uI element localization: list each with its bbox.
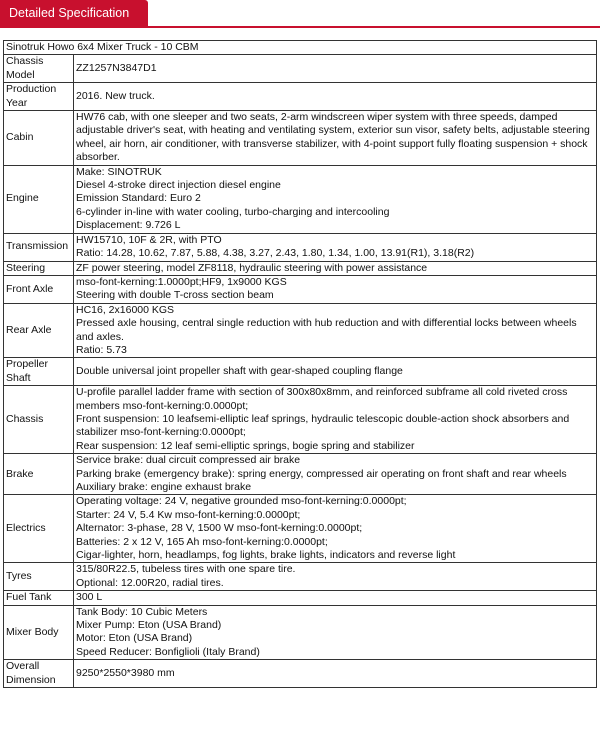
spec-value-line: 300 L — [76, 591, 103, 604]
spec-value-line: Rear suspension: 12 leaf semi-elliptic springs, bogie spring and stabilizer — [76, 439, 415, 452]
spec-value — [74, 454, 597, 495]
spec-value-line: 9250*2550*3980 mm — [76, 666, 175, 679]
spec-value — [74, 660, 597, 688]
spec-value-line: U-profile parallel ladder frame with section of 300x80x8mm, and reinforced subframe all cold riveted cross members mso-font-kerning:0.0000pt; — [76, 386, 568, 412]
spec-value-line: Parking brake (emergency brake): spring energy, compressed air operating on front shaft and rear wheels — [76, 467, 567, 480]
spec-value — [74, 563, 597, 591]
spec-value-line: Optional: 12.00R20, radial tires. — [76, 576, 224, 589]
table-row — [4, 454, 597, 495]
spec-value — [74, 303, 597, 358]
spec-label: Brake — [4, 454, 74, 495]
table-row — [4, 660, 597, 688]
table-row — [4, 358, 597, 386]
spec-label: Chassis — [4, 386, 74, 454]
spec-value-line: Ratio: 14.28, 10.62, 7.87, 5.88, 4.38, 3.27, 2.43, 1.80, 1.34, 1.00, 13.91(R1), 3.18(R2) — [76, 247, 475, 260]
spec-value-line: HW76 cab, with one sleeper and two seats, 2-arm windscreen wiper system with three speeds, damped adjustable driver's seat, with heating and ventilating system, exterior sun visor, safety belts, adjustable steering wheel, air horn, air conditioner, with transverse stabilizer, with 4-point support fully floating suspension + shock absorber. — [76, 111, 590, 164]
spec-value — [74, 55, 597, 83]
spec-value-line: Displacement: 9.726 L — [76, 219, 181, 232]
spec-value-line: Tank Body: 10 Cubic Meters — [76, 605, 208, 618]
spec-value-line: 6-cylinder in-line with water cooling, turbo-charging and intercooling — [76, 205, 390, 218]
spec-value-line: mso-font-kerning:1.0000pt;HF9, 1x9000 KGS — [76, 275, 287, 288]
spec-value-line: Ratio: 5.73 — [76, 343, 127, 356]
spec-label: Transmission — [4, 233, 74, 261]
spec-label: Front Axle — [4, 275, 74, 303]
spec-value — [74, 495, 597, 563]
spec-label: Engine — [4, 165, 74, 233]
table-row — [4, 233, 597, 261]
spec-label: Tyres — [4, 563, 74, 591]
spec-label: Steering — [4, 261, 74, 275]
spec-label: Rear Axle — [4, 303, 74, 358]
spec-value-line: Service brake: dual circuit compressed air brake — [76, 454, 301, 467]
spec-value — [74, 358, 597, 386]
spec-value-line: Make: SINOTRUK — [76, 165, 162, 178]
spec-label: Mixer Body — [4, 605, 74, 660]
spec-value-line: Motor: Eton (USA Brand) — [76, 632, 193, 645]
spec-value-line: Cigar-lighter, horn, headlamps, fog lights, brake lights, indicators and reverse light — [76, 549, 456, 562]
spec-value-line: Double universal joint propeller shaft with gear-shaped coupling flange — [76, 365, 403, 378]
spec-value — [74, 386, 597, 454]
spec-value-line: Alternator: 3-phase, 28 V, 1500 W mso-font-kerning:0.0000pt; — [76, 522, 363, 535]
table-row — [4, 605, 597, 660]
spec-label: Cabin — [4, 111, 74, 166]
spec-value — [74, 591, 597, 605]
spec-title-row — [4, 41, 597, 55]
spec-value-line: HC16, 2x16000 KGS — [76, 303, 175, 316]
spec-title: Sinotruk Howo 6x4 Mixer Truck - 10 CBM — [4, 41, 597, 55]
spec-value-line: Operating voltage: 24 V, negative grounded mso-font-kerning:0.0000pt; — [76, 495, 407, 508]
spec-table — [3, 40, 597, 688]
spec-label: Propeller Shaft — [4, 358, 74, 386]
table-row — [4, 55, 597, 83]
spec-value-line: Mixer Pump: Eton (USA Brand) — [76, 619, 222, 632]
table-row — [4, 111, 597, 166]
spec-value-line: Diesel 4-stroke direct injection diesel engine — [76, 179, 281, 192]
spec-value-line: Steering with double T-cross section beam — [76, 289, 274, 302]
spec-value-line: ZZ1257N3847D1 — [76, 62, 157, 75]
spec-value — [74, 275, 597, 303]
spec-value — [74, 83, 597, 111]
tab-bar — [0, 0, 600, 28]
table-row — [4, 303, 597, 358]
spec-value-line: Front suspension: 10 leafsemi-elliptic leaf springs, hydraulic telescopic double-action shock absorbers and stabilizer mso-font-kerning:0.0000pt; — [76, 412, 570, 439]
spec-label: Chassis Model — [4, 55, 74, 83]
spec-value-line: Starter: 24 V, 5.4 Kw mso-font-kerning:0.0000pt; — [76, 508, 301, 521]
spec-value — [74, 261, 597, 275]
spec-label: Overall Dimension — [4, 660, 74, 688]
table-row — [4, 83, 597, 111]
spec-value-line: Pressed axle housing, central single reduction with hub reduction and with differential locks between wheels and axles. — [76, 317, 577, 343]
table-row — [4, 261, 597, 275]
table-row — [4, 275, 597, 303]
spec-label: Fuel Tank — [4, 591, 74, 605]
spec-value-line: Emission Standard: Euro 2 — [76, 192, 201, 205]
spec-value — [74, 165, 597, 233]
spec-value — [74, 111, 597, 166]
spec-value-line: Batteries: 2 x 12 V, 165 Ah mso-font-kerning:0.0000pt; — [76, 535, 328, 548]
spec-value-line: 2016. New truck. — [76, 89, 155, 102]
spec-table-body — [4, 41, 597, 688]
spec-value-line: HW15710, 10F & 2R, with PTO — [76, 233, 222, 246]
spec-value-line: 315/80R22.5, tubeless tires with one spare tire. — [76, 563, 296, 576]
table-row — [4, 591, 597, 605]
tab-detailed-specification[interactable]: Detailed Specification — [0, 0, 148, 26]
spec-label: Electrics — [4, 495, 74, 563]
spec-value — [74, 605, 597, 660]
spec-value — [74, 233, 597, 261]
spec-value-line: Auxiliary brake: engine exhaust brake — [76, 481, 252, 493]
table-row — [4, 165, 597, 233]
table-row — [4, 563, 597, 591]
spec-value-line: ZF power steering, model ZF8118, hydraulic steering with power assistance — [76, 261, 428, 274]
table-row — [4, 386, 597, 454]
table-row — [4, 495, 597, 563]
spec-value-line: Speed Reducer: Bonfiglioli (Italy Brand) — [76, 645, 260, 658]
spec-label: Production Year — [4, 83, 74, 111]
